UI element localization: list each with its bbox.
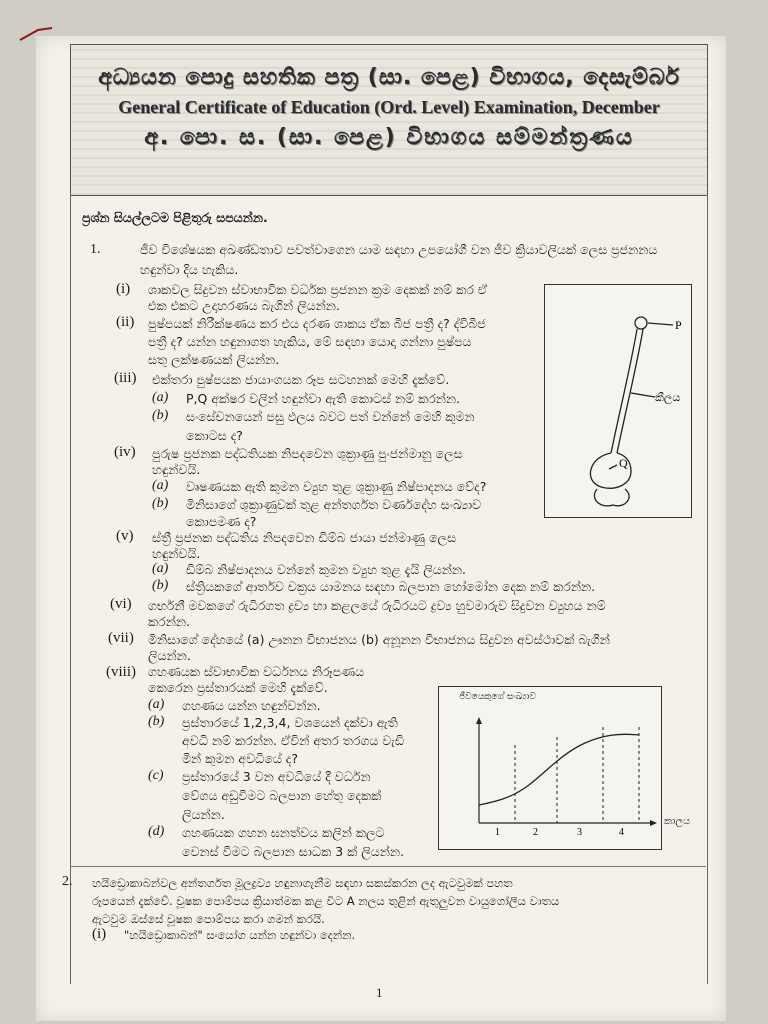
q2-line: රූපයෙන් දැක්වේ. චූෂක පොම්පය ක්‍රියාත්මක කළ විට A නලය තුළින් ඇතුලුවන වායුගෝලීය වාතය — [92, 894, 560, 908]
sub-line: ප්‍රස්තාරයේ 1,2,3,4, වශයෙන් දක්වා ඇති — [182, 715, 398, 730]
sub-label: (c) — [148, 768, 164, 783]
q1-part-line: ගර්භනී මවකගේ රුධිරගත ද්‍රව්‍ය හා කළලයේ රුධිරයට ද්‍රව්‍ය හුවමාරුව සිදුවන ව්‍යුහය නම් — [148, 598, 606, 613]
sub-line: මින් කුමන අවධියේ ද? — [182, 751, 298, 766]
q1-part-line: පුෂ්පයක් නිරීක්ෂණය කර එය දරණ ශාකය ඒක බීජ පත්‍රී ද? ද්විබීජ — [148, 316, 486, 331]
sub-label: (b) — [152, 578, 169, 593]
q2-part-line: "හයිඩ්‍රොකාබන්" සංයෝග යන්න හඳුන්වා දෙන්න. — [124, 928, 356, 942]
sub-line: ගහණය යන්න හඳුන්වන්න. — [182, 698, 321, 713]
q1-part-line: පත්‍රී ද? යන්න හඳුනාගත හැකිය, මේ සඳහා යොදා ගන්නා පුෂ්පය — [148, 334, 472, 349]
sub-line: P,Q අක්ෂර වලින් හඳුන්වා ඇති කොටස් නම් කරන්න. — [186, 391, 461, 406]
label-q: Q — [619, 456, 628, 470]
instruction: ප්‍රශ්න සියල්ලටම පිළිතුරු සපයන්න. — [82, 210, 268, 225]
exam-header — [70, 44, 708, 196]
growth-curve — [479, 734, 639, 805]
phase-label-3: 3 — [577, 827, 582, 838]
sub-line: සංසේචනයෙන් පසු ඵලය බවට පත් වන්නේ මෙහි කුමන — [186, 409, 475, 424]
pen-mark — [18, 18, 78, 48]
label-p: P — [675, 318, 682, 332]
q1-part-label: (vii) — [108, 630, 134, 646]
q2-line: ඇටවුම ඔස්සේ චූෂක පොම්පය කරා ගමන් කරයි. — [92, 912, 325, 926]
sub-label: (a) — [148, 697, 165, 712]
population-graph — [438, 686, 662, 850]
section-divider — [70, 866, 706, 867]
style-right-edge — [617, 329, 643, 453]
q1-part-line: කෙරෙන ප්‍රස්තාරයක් මෙහි දැක්වේ. — [148, 680, 328, 695]
q1-part-label: (v) — [116, 528, 134, 544]
q2-part-label: (i) — [92, 926, 107, 942]
q1-part-line: කරන්න. — [148, 614, 190, 629]
y-axis-arrow — [476, 717, 482, 724]
q1-part-line: එක්තරා පුෂ්පයක ජායාංගයක රූප සටහනක් මෙහි දැක්වේ. — [152, 372, 450, 387]
q1-part-line: ගහණයක ස්වාභාවික වර්ධනය නිරූපණය — [148, 664, 365, 679]
q2-line: හයිඩ්‍රොකාබන්වල අන්තර්ගත මූලද්‍රව්‍ය හඳුනාගැනීම සඳහා සකස්කරන ලද ඇටවුමක් පහත — [92, 876, 513, 890]
label-line-style — [631, 393, 655, 397]
x-axis-label: කාලය — [664, 816, 691, 827]
style-left-edge — [611, 329, 637, 453]
sub-line: ගහණයක ගහන ඝනත්වය කලින් කලට — [182, 825, 385, 840]
sub-line: අවධි නම් කරන්න. ඒවින් අතර තරගය වැඩි — [182, 733, 405, 748]
sub-label: (a) — [152, 390, 169, 405]
receptacle-shape — [594, 489, 629, 506]
sub-line: ප්‍රස්තාරයේ 3 වන අවධියේ දී වර්ධන — [182, 769, 371, 784]
sub-line: වෘෂණයක ඇති කුමන ව්‍යුහ තුළ ශුක්‍රාණු නිෂ්පාදනය වේද? — [186, 479, 487, 494]
sub-label: (a) — [152, 478, 169, 493]
q1-part-line: ශාකවල සිදුවන ස්වාභාවික වර්ධක ප්‍රජනන ක්‍රම දෙකක් නම් කර ඒ — [148, 282, 488, 297]
phase-label-2: 2 — [533, 827, 538, 838]
q1-intro-line: ජීව විශේෂයක අඛණ්ඩතාව පවත්වාගෙන යාම සඳහා උපයෝගී වන ජීව ක්‍රියාවලියක් ලෙස ප්‍රජනනය — [140, 242, 658, 257]
page-number: 1 — [376, 985, 383, 1000]
header-seminar-title: අ. පො. ස. (සා. පෙළ) විභාගය සම්මන්ත්‍රණය — [144, 125, 634, 150]
y-axis-label: ජීවයෙකුගේ සංඛ්‍යාව — [459, 692, 536, 702]
pistil-diagram — [544, 284, 692, 518]
sub-line: ඩිම්බ නිෂ්පාදනය වන්නේ කුමන ව්‍යුහ තුළ දැයි ලියන්න. — [186, 562, 467, 577]
sub-line: ස්ත්‍රියකගේ ආර්තව චක්‍රය යාමනය සඳහා බලපාන හෝමෝන දෙක නම් කරන්න. — [186, 579, 596, 594]
population-graph-drawing — [439, 687, 661, 849]
x-axis-arrow — [650, 820, 657, 826]
sub-line: වෙනස් වීමට බලපාන සාධක 3 ක් ලියන්න. — [182, 844, 405, 859]
q1-part-line: හඳුන්වයි. — [152, 546, 201, 561]
sub-line: කොටස ද? — [186, 428, 243, 443]
phase-label-1: 1 — [495, 827, 500, 838]
sub-line: ලියන්න. — [182, 807, 225, 822]
sub-label: (b) — [148, 714, 165, 729]
q1-part-label: (viii) — [106, 664, 136, 680]
q1-part-label: (iii) — [114, 370, 137, 386]
q1-part-line: සතු ලක්ෂණයක් ලියන්න. — [148, 352, 280, 367]
q1-part-line: පුරුෂ ප්‍රජනක පද්ධතියක නිපදවෙන ශුක්‍රාණු පුංජන්මානු ලෙස — [152, 446, 463, 461]
sub-line: කොපමණ ද? — [186, 514, 257, 529]
sub-label: (b) — [152, 408, 169, 423]
q1-part-line: හඳුන්වයි. — [152, 462, 201, 477]
sub-line: මිනිසාගේ ශුක්‍රාණුවක් තුළ අන්තර්ගත වර්ණදේහ සංඛ්‍යාව — [186, 497, 482, 512]
sub-label: (a) — [152, 561, 169, 576]
q1-part-label: (vi) — [110, 596, 132, 612]
q1-part-label: (ii) — [116, 314, 135, 330]
stigma-shape — [635, 317, 647, 329]
q1-intro-line: හඳුන්වා දිය හැකිය. — [140, 262, 239, 277]
q1-part-line: එක එකට උදාහරණය බැගින් ලියන්න. — [148, 298, 340, 313]
q1-part-label: (iv) — [114, 444, 136, 460]
q1-number: 1. — [90, 242, 101, 257]
q2-number: 2. — [62, 874, 73, 889]
sub-line: වේගය අඩුවීමට බලපාන හේතු දෙකක් — [182, 788, 382, 803]
q1-part-line: ලියන්න. — [148, 648, 191, 663]
phase-label-4: 4 — [619, 827, 624, 838]
label-line-q — [609, 465, 617, 469]
header-title-sinhala: අධ්‍යයන පොදු සහතික පත්‍ර (සා. පෙළ) විභාගය, දෙසැම්බර් — [98, 65, 680, 90]
q1-part-label: (i) — [116, 281, 131, 297]
pistil-drawing — [545, 285, 691, 517]
q1-part-line: මිනිසාගේ දේහයේ (a) ඌනන විභාජනය (b) අනූනන විභාජනය සිදුවන අවස්ථාවක් බැගින් — [148, 632, 610, 647]
sub-label: (d) — [148, 824, 165, 839]
header-title-english: General Certificate of Education (Ord. Level) Examination, December — [118, 97, 660, 117]
label-line-p — [648, 323, 673, 325]
q1-part-line: ස්ත්‍රී ප්‍රජනක පද්ධතිය නිපදවෙන ඩිම්බ ජායා ජන්මාණු ලෙස — [152, 530, 457, 545]
label-style: කීලය — [655, 391, 681, 404]
sub-label: (b) — [152, 496, 169, 511]
